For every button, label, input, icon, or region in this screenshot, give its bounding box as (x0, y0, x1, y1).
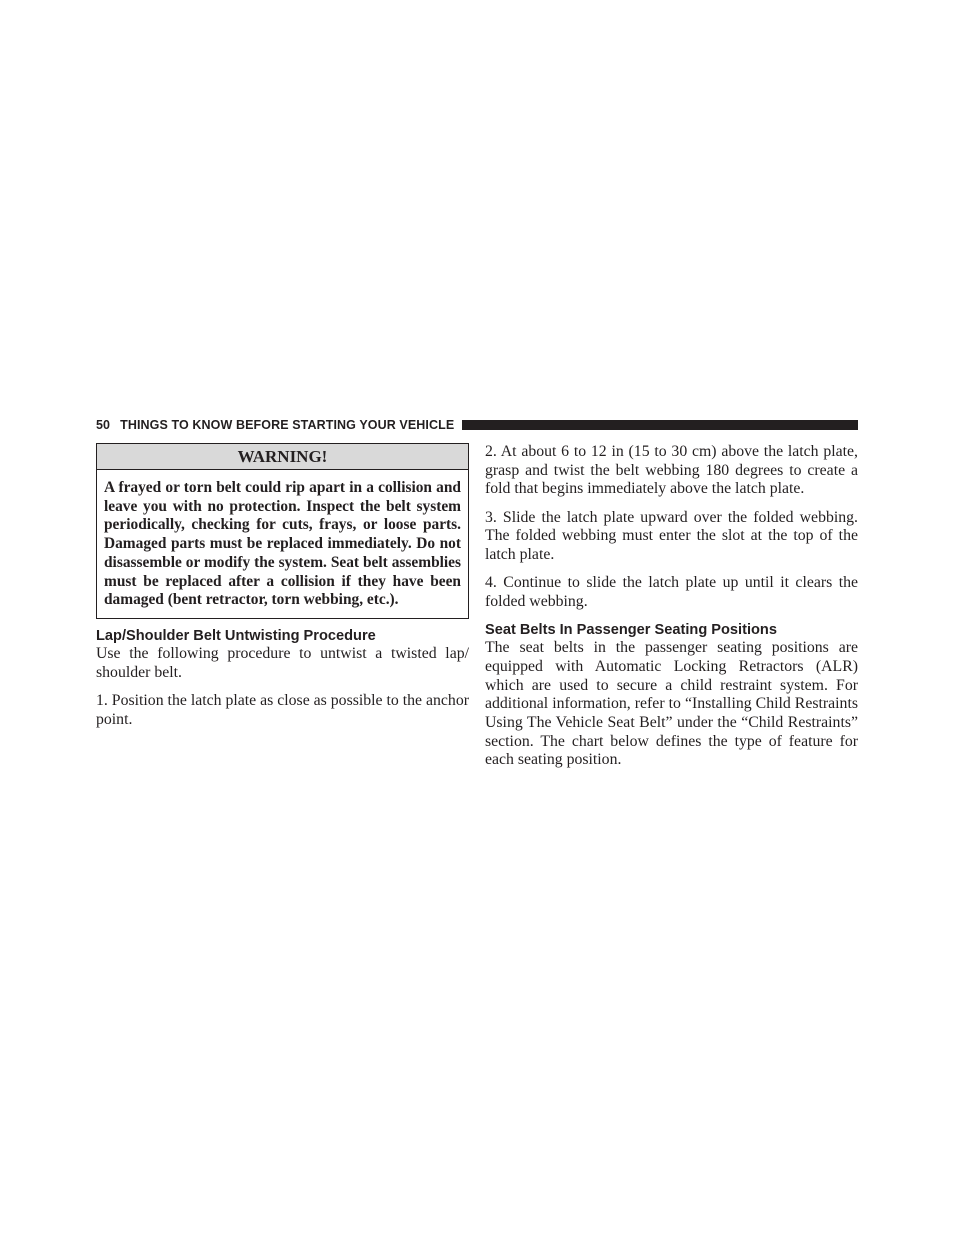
untwisting-step-3: 3. Slide the latch plate upward over the folded webbing. The folded webbing must enter the slot at the top of the latch plate. (485, 508, 858, 564)
header-rule (462, 420, 858, 430)
page-header (96, 416, 858, 434)
untwisting-step-2: 2. At about 6 to 12 in (15 to 30 cm) above the latch plate, grasp and twist the belt webbing 180 degrees to create a fold that begins immediately above the latch plate. (485, 443, 858, 498)
warning-body: A frayed or torn belt could rip apart in a collision and leave you with no protection. Inspect the belt system periodically, checking for cuts, frays, or loose parts. Damaged parts must be replaced immediately. Do not disassemble or modify the system. Seat belt assemblies must be replaced after a collision if they have been damaged (bent retractor, torn webbing, etc.). (104, 479, 461, 609)
warning-title: WARNING! (97, 444, 468, 470)
passenger-body: The seat belts in the passenger seating positions are equipped with Automatic Locking Retractors (ALR) which are used to secure a child restraint system. For additional information, refer to “Installing Child Restraints Using The Vehicle Seat Belt” under the “Child Restraints” section. The chart below defines the type of feature for each seating position. (485, 639, 858, 769)
left-column (96, 443, 469, 739)
untwisting-step-4: 4. Continue to slide the latch plate up until it clears the folded webbing. (485, 574, 858, 610)
untwisting-intro: Use the following procedure to untwist a twisted lap/ shoulder belt. (96, 644, 469, 681)
untwisting-step-1: 1. Position the latch plate as close as possible to the anchor point. (96, 691, 469, 728)
passenger-heading: Seat Belts In Passenger Seating Positions (485, 622, 777, 639)
untwisting-heading: Lap/Shoulder Belt Untwisting Procedure (96, 627, 376, 644)
page-number: 50 (96, 418, 111, 432)
warning-box (96, 443, 469, 619)
right-column (485, 443, 858, 780)
section-title: THINGS TO KNOW BEFORE STARTING YOUR VEHICLE (120, 418, 455, 432)
